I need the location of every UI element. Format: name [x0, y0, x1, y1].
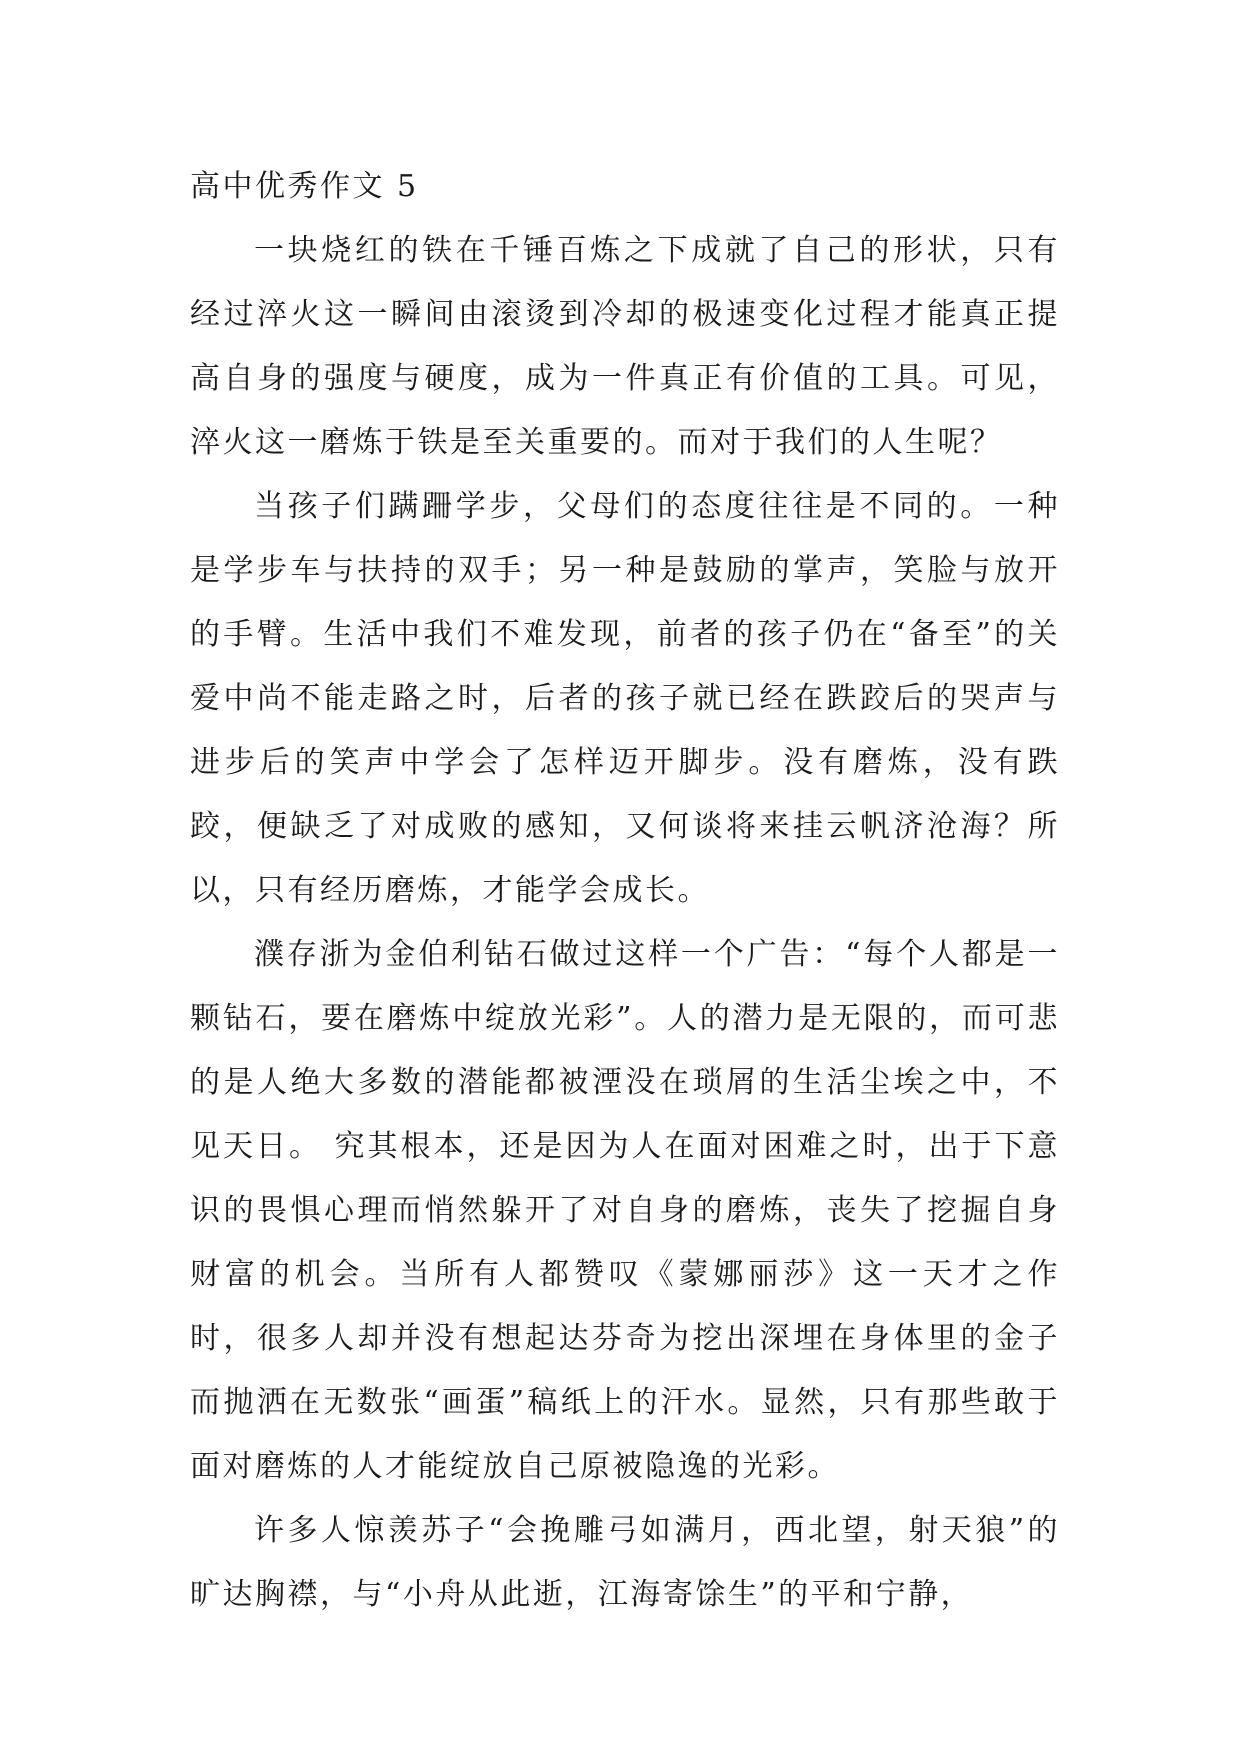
paragraph-4: 许多人惊羡苏子“会挽雕弓如满月，西北望，射天狼”的旷达胸襟，与“小舟从此逝，江海寄馀生”的平和宁静， — [190, 1513, 1060, 1612]
document-body — [190, 155, 1060, 1627]
paragraph-3: 濮存浙为金伯利钻石做过这样一个广告：“每个人都是一颗钻石，要在磨炼中绽放光彩”。人的潜力是无限的，而可悲的是人绝大多数的潜能都被湮没在琐屑的生活尘埃之中，不见天日。 究其根本，还是因为人在面对困难之时，出于下意识的畏惧心理而悄然躲开了对自身的磨炼，丧失了挖掘自身财富的机会。当所有人都赞叹《蒙娜丽莎》这一天才之作时，很多人却并没有想起达芬奇为挖出深埋在身体里的金子而抛洒在无数张“画蛋”稿纸上的汗水。显然，只有那些敢于面对磨炼的人才能绽放自己原被隐逸的光彩。 — [190, 937, 1060, 1484]
paragraph-2: 当孩子们蹒跚学步，父母们的态度往往是不同的。一种是学步车与扶持的双手；另一种是鼓励的掌声，笑脸与放开的手臂。生活中我们不难发现，前者的孩子仍在“备至”的关爱中尚不能走路之时，后者的孩子就已经在跌跤后的哭声与进步后的笑声中学会了怎样迈开脚步。没有磨炼，没有跌跤，便缺乏了对成败的感知，又何谈将来挂云帆济沧海？所以，只有经历磨炼，才能学会成长。 — [190, 489, 1060, 908]
paragraph-1: 一块烧红的铁在千锤百炼之下成就了自己的形状，只有经过淬火这一瞬间由滚烫到冷却的极速变化过程才能真正提高自身的强度与硬度，成为一件真正有价值的工具。可见，淬火这一磨炼于铁是至关重要的。而对于我们的人生呢？ — [190, 233, 1060, 460]
document-title: 高中优秀作文 5 — [190, 169, 419, 204]
